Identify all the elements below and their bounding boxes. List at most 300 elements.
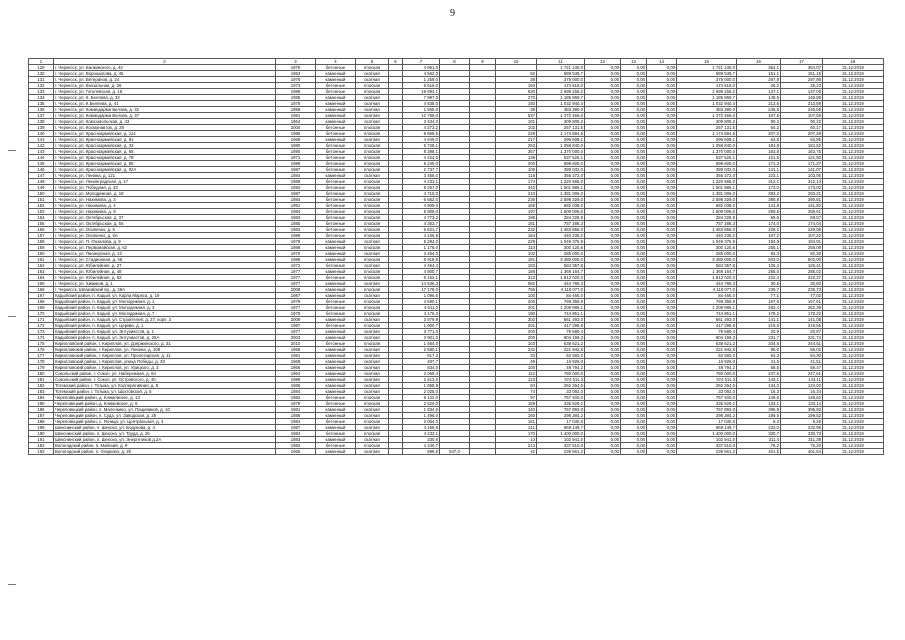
table-cell: 1 934,6 [403,407,440,413]
table-cell: 1 381 006,0 [537,191,585,197]
table-cell: 262 264,0 [677,383,737,389]
table-cell: Кадыйский район, п. Кадый, ул. Энтузиастов, д. 1 [54,329,276,335]
table-cell: Тотемский район, г. Тотьма, ул. Шохтовская, д. 5 [54,389,276,395]
table-cell: 200 [496,329,537,335]
table-cell: 4 464,4 [403,263,440,269]
table-cell: 4 611,0 [403,305,440,311]
table-cell: 222,37 [781,275,823,281]
table-cell: 0,00 [585,359,621,365]
table-cell: 182 [29,383,54,389]
table-cell: г. Черкесск, ул. Осипенко, д. 5А [54,233,276,239]
table-cell: 31.12.2019 [823,101,884,107]
column-number-cell: 17 [781,59,823,65]
table-cell: 141,8 [737,203,781,209]
table-cell: 1984 [276,389,316,395]
table-cell: Вологодский район, п. Майский, д. 9 [54,443,276,449]
table-cell: бетонные [316,161,356,167]
table-cell: 31.12.2019 [823,323,884,329]
table-cell: 229 [496,131,537,137]
table-cell: 2000 [276,125,316,131]
table-cell: 0,00 [647,329,677,335]
table-cell: каменный [316,365,356,371]
table-cell: 0,00 [621,359,647,365]
table-cell: 1 209 886,1 [677,305,737,311]
table-cell: 31.12.2019 [823,395,884,401]
table-cell: каменный [316,449,356,455]
table-cell: 8,3 [737,419,781,425]
table-cell: 0,00 [621,119,647,125]
table-cell: 193 [496,83,537,89]
table-cell: 31.12.2019 [823,167,884,173]
table-cell: 4 159,6 [403,425,440,431]
table-cell [389,449,403,455]
table-cell: 0,00 [585,413,621,419]
table-cell: 140 [496,407,537,413]
table-cell: 141,82 [781,203,823,209]
table-cell: 756 [496,287,537,293]
table-cell: 1 721 130,0 [677,65,737,71]
table-cell: 31.12.2019 [823,341,884,347]
table-cell: 3 480 000,0 [677,257,737,263]
table-cell: 31.12.2019 [823,329,884,335]
table-cell: 0,00 [621,197,647,203]
table-cell: 285,02 [781,269,823,275]
table-cell: 284 328,9 [537,215,585,221]
table-cell: 178,2 [737,311,781,317]
table-cell: 1 601 886,1 [537,185,585,191]
table-cell: 1 049 376,9 [537,239,585,245]
table-cell: скатная [356,371,389,377]
table-cell: 59,57 [781,215,823,221]
table-cell: 189 [29,425,54,431]
table-cell: 561 493,0 [677,317,737,323]
table-cell: 262,4 [737,305,781,311]
table-cell: 354,1 [737,65,781,71]
table-cell: 898 600,0 [537,161,585,167]
table-cell: 82,3 [737,251,781,257]
table-cell: 31.12.2019 [823,65,884,71]
table-cell: 239,7 [737,287,781,293]
table-cell: 121,50 [781,155,823,161]
table-cell: Череповецкий район, д. Климовское, д. 6 [54,401,276,407]
table-cell: 0,00 [621,221,647,227]
table-body [29,59,884,455]
table-cell: плоская [356,65,389,71]
table-cell: 0,00 [647,425,677,431]
table-cell: плоская [356,419,389,425]
table-cell: 302 [496,317,537,323]
table-cell: каменный [316,71,356,77]
table-cell: 247,61 [781,371,823,377]
table-cell: 0,00 [647,107,677,113]
table-cell: 0,00 [647,77,677,83]
table-cell: 158 [29,239,54,245]
table-cell: 0,00 [621,287,647,293]
table-cell: 31.12.2019 [823,449,884,455]
table-cell: каменный [316,173,356,179]
table-cell: каменный [316,437,356,443]
table-cell: 171,3 [737,161,781,167]
table-cell: плоская [356,161,389,167]
table-cell: 172 [29,323,54,329]
table-cell: 16,3 [737,389,781,395]
table-cell: 188 [29,419,54,425]
table-cell: 156 [29,227,54,233]
table-cell: 0,00 [647,233,677,239]
table-cell: 20,87 [781,329,823,335]
table-cell: 173,02 [781,185,823,191]
table-cell: 3 901,0 [403,335,440,341]
table-cell: 4 176,3 [403,311,440,317]
table-cell: 31.12.2019 [823,257,884,263]
table-cell: г. Черкесск, ул. Комсомольская, д. 43 [54,119,276,125]
table-cell: 0,00 [585,149,621,155]
table-cell: 0,00 [621,239,647,245]
table-cell: 31.12.2019 [823,209,884,215]
table-cell: 103,1 [737,173,781,179]
table-cell: 0,00 [647,389,677,395]
table-cell: бетонные [316,179,356,185]
table-cell: 0,00 [585,263,621,269]
table-cell: 1984 [276,209,316,215]
table-cell: 59,6 [737,215,781,221]
table-cell: 1977 [276,281,316,287]
table-cell: 1 032 940,4 [677,101,737,107]
table-cell: 0,00 [621,401,647,407]
table-cell: 173 516,0 [537,83,585,89]
table-cell: 1 463 855,0 [677,227,737,233]
table-cell: 31.12.2019 [823,83,884,89]
table-cell: 31.12.2019 [823,293,884,299]
table-cell: 0,00 [647,95,677,101]
table-cell: 440 235,2 [677,233,737,239]
table-cell: 284 328,9 [677,215,737,221]
table-cell: 0,00 [647,305,677,311]
table-cell: 247,6 [737,371,781,377]
table-cell: 390,8 [737,197,781,203]
left-margin-mark [8,584,16,585]
table-cell: 0,00 [621,299,647,305]
table-cell: 0,00 [647,299,677,305]
table-cell: 184 [29,395,54,401]
table-cell: 2 599 329,0 [677,197,737,203]
table-cell: 31.12.2019 [823,275,884,281]
table-cell: 1 958,9 [403,383,440,389]
table-cell: плоская [356,311,389,317]
table-cell: 0,00 [585,443,621,449]
table-cell: 60,17 [781,125,823,131]
table-cell: 0,00 [621,311,647,317]
table-cell: 0,00 [585,197,621,203]
table-cell: 270 [496,95,537,101]
table-cell: 285,0 [737,269,781,275]
table-cell: 383 390,0 [537,107,585,113]
table-cell: 1990 [276,149,316,155]
table-cell: 1989 [276,179,316,185]
table-cell: 31.12.2019 [823,89,884,95]
table-cell: 90,22 [781,119,823,125]
table-cell: 31.12.2019 [823,233,884,239]
table-cell: скатная [356,377,389,383]
table-cell: 31.12.2019 [823,299,884,305]
table-cell: 90,2 [737,119,781,125]
table-cell: 1965 [276,449,316,455]
table-cell: каменный [316,317,356,323]
table-cell: 969 149,7 [537,425,585,431]
table-cell: 31.12.2019 [823,389,884,395]
table-cell: 1 400 000,0 [537,431,585,437]
table-cell: 0,00 [621,209,647,215]
table-cell: плоская [356,185,389,191]
table-cell: 0,00 [585,95,621,101]
table-cell: 222,4 [737,275,781,281]
table-cell: 0,00 [647,359,677,365]
table-cell: 0,00 [585,293,621,299]
table-cell: 1 185 869,7 [677,95,737,101]
table-cell: 76,2 [737,443,781,449]
table-cell: 119 [496,173,537,179]
table-cell: 538 621,2 [677,341,737,347]
table-cell: бетонные [316,275,356,281]
table-cell: 179 [29,365,54,371]
table-cell: 335 528,2 [677,401,737,407]
table-cell: 0,00 [621,83,647,89]
table-cell: 0,00 [585,137,621,143]
table-cell: Кирилловский район, г. Кириллов, ул. Ленина, д. 108 [54,347,276,353]
table-cell: 0,00 [647,65,677,71]
table-cell: 31.12.2019 [823,377,884,383]
table-cell: 0,00 [621,143,647,149]
table-cell: скатная [356,101,389,107]
table-cell: 0,00 [621,431,647,437]
table-cell: 136 [29,107,54,113]
table-cell: Шекснинский район, п. Шексна, ул. Бодунова, д. 4 [54,425,276,431]
table-cell: бетонные [316,131,356,137]
table-cell: 312,1 [737,179,781,185]
table-cell: 0,00 [647,245,677,251]
table-cell: 0,00 [585,311,621,317]
table-cell: 417 296,8 [537,323,585,329]
table-cell: 167,61 [781,299,823,305]
table-cell: скатная [356,365,389,371]
table-cell: 2 520,0 [403,401,440,407]
table-cell: бетонные [316,305,356,311]
table-cell: 232,99 [781,425,823,431]
table-cell: г. Черкесск, ул. Юбилейная, д. 27 [54,263,276,269]
table-cell: 1972 [276,263,316,269]
table-cell: 14 536,3 [403,281,440,287]
table-cell: 26,23 [781,83,823,89]
table-cell: 0,00 [647,407,677,413]
table-cell: 58,5 [737,365,781,371]
table-cell: 33 [496,353,537,359]
table-cell: плоская [356,83,389,89]
table-cell: бетонные [316,443,356,449]
table-cell: 16 926,0 [537,359,585,365]
table-cell: 401,54 [781,449,823,455]
table-cell: 389 032,0 [677,167,737,173]
table-cell: бетонные [316,155,356,161]
table-cell: 0,00 [621,269,647,275]
table-cell: 262,39 [781,305,823,311]
table-cell: 231,74 [781,335,823,341]
table-cell: Череповецкий район, с. Ягница, ул. Центральная, д. 4 [54,419,276,425]
table-cell: 178,22 [781,311,823,317]
table-cell: 389 032,0 [537,167,585,173]
table-cell: 170 [496,431,537,437]
table-cell: 77,02 [781,293,823,299]
table-cell: 760 000,0 [677,371,737,377]
table-cell: каменный [316,347,356,353]
table-cell: 0,00 [585,299,621,305]
table-cell: скатная [356,347,389,353]
table-cell: 0,00 [647,287,677,293]
table-cell: Кирилловский район, г. Кириллов, ул. Пролетарская, д. 11 [54,353,276,359]
table-cell: 4 118 077,0 [677,287,737,293]
table-cell: 163 [29,269,54,275]
table-cell: 192 [29,443,54,449]
table-cell: каменный [316,107,356,113]
table-cell: 31.12.2019 [823,119,884,125]
table-cell: 31.12.2019 [823,263,884,269]
table-cell: Шекснинский район, п. Шексна, ул. Энергетиков д.2А [54,437,276,443]
table-cell: 1990 [276,143,316,149]
table-cell: 0,00 [585,275,621,281]
table-cell: 904 169,3 [677,335,737,341]
table-cell: 1979 [276,239,316,245]
table-cell: 0,00 [647,71,677,77]
table-cell: 180 [29,371,54,377]
table-cell: 257 131,6 [677,125,737,131]
table-cell: 0,00 [647,131,677,137]
table-cell: 0,00 [647,179,677,185]
table-cell: 200 [496,335,537,341]
table-cell: каменный [316,239,356,245]
table-cell: 49 [496,359,537,365]
table-cell: каменный [316,137,356,143]
table-cell: 0,00 [647,227,677,233]
table-cell: 0,00 [585,227,621,233]
table-cell: 0,00 [647,437,677,443]
table-cell: 0,00 [647,293,677,299]
table-cell: 78 689,4 [677,329,737,335]
table-cell: 131 [29,77,54,83]
table-cell: каменный [316,407,356,413]
table-cell: 0,00 [647,173,677,179]
table-cell: 133 [29,89,54,95]
table-cell: 390,81 [781,197,823,203]
table-cell: 313 [496,275,537,281]
table-cell: бетонные [316,125,356,131]
table-cell: 1 508 006,0 [677,209,737,215]
table-cell: 31.12.2019 [823,179,884,185]
table-cell: плоская [356,257,389,263]
table-cell: 0,00 [585,365,621,371]
table-cell: 503,00 [781,257,823,263]
table-cell: 538 621,2 [537,341,585,347]
table-cell: 4 590,1 [403,299,440,305]
table-cell: 0,00 [621,293,647,299]
table-cell: 0,00 [647,221,677,227]
table-cell: 221 942,8 [537,347,585,353]
column-number-cell: 11 [537,59,585,65]
table-cell: 0,00 [647,119,677,125]
table-cell: 31.12.2019 [823,419,884,425]
table-cell: 137,1 [737,89,781,95]
table-cell: бетонные [316,167,356,173]
table-cell: 4 649,0 [403,137,440,143]
table-cell: г. Черкесск, ул. Юбилейная, д. 62 [54,275,276,281]
table-cell: г. Черкесск, ул. Космонавтов, д. 28 [54,125,276,131]
table-cell: скатная [356,317,389,323]
table-cell: бетонные [316,221,356,227]
page-number: 9 [450,8,455,19]
table-cell: 229,1 [737,227,781,233]
table-cell: 0,00 [585,203,621,209]
table-cell: г. Черкесск, ул. Красноармейская, д. 92А [54,167,276,173]
table-cell: 1966 [276,347,316,353]
table-cell: 26,2 [737,83,781,89]
table-cell: 1986 [276,107,316,113]
column-number-cell: 10 [496,59,537,65]
table-cell: 0,00 [621,233,647,239]
table-cell: Кадыйский район, п. Кадый, ул. Карла Маркса, д. 19 [54,293,276,299]
table-cell: 52 582,0 [677,353,737,359]
table-cell: 186 [29,407,54,413]
table-cell: Череповецкий район, п. Суда, ул. Заводская, д. 28 [54,413,276,419]
table-cell: 0,00 [621,257,647,263]
table-cell: 0,00 [647,401,677,407]
table-cell: 0,00 [621,425,647,431]
table-cell: скатная [356,239,389,245]
table-cell: 0,00 [621,203,647,209]
table-cell: 139 [29,125,54,131]
table-cell: 181 [496,257,537,263]
table-cell: 213,59 [781,101,823,107]
table-cell: 0,00 [647,419,677,425]
table-cell: 0,00 [621,365,647,371]
table-cell: Кадыйский район, п. Кадый, ул. Строителей, д. 27, корп. 2 [54,317,276,323]
table-cell: 141,1 [737,317,781,323]
table-cell: 0,00 [585,341,621,347]
table-cell: бетонные [316,215,356,221]
table-cell: 123 [496,377,537,383]
table-cell: 5 669,5 [403,131,440,137]
table-cell: 141,1 [737,167,781,173]
table-cell: 201 [496,305,537,311]
table-cell: 1986 [276,383,316,389]
table-cell: плоская [356,341,389,347]
table-cell: 141,08 [781,317,823,323]
table-cell: 107,6 [737,113,781,119]
table-cell: Вологодский район, п. Огарково, д. 25 [54,449,276,455]
table-cell: 190 [496,311,537,317]
table-cell: 0,00 [621,383,647,389]
table-cell: 0,00 [585,119,621,125]
table-cell: 0,00 [647,161,677,167]
table-cell: Кадыйский район, п. Кадый, ул. Молодежная, д. 1 [54,299,276,305]
table-cell: 210 [496,191,537,197]
table-cell: 0,00 [647,413,677,419]
table-cell: 2 599 329,0 [537,197,585,203]
table-cell: 0,00 [647,113,677,119]
table-cell: бетонные [316,395,356,401]
table-cell: 3 069,4 [403,371,440,377]
table-cell: 149,6 [737,395,781,401]
table-cell: г. Черкесск, ул. Победная, д. 43 [54,185,276,191]
table-cell: 63,8 [737,137,781,143]
table-cell: плоская [356,299,389,305]
